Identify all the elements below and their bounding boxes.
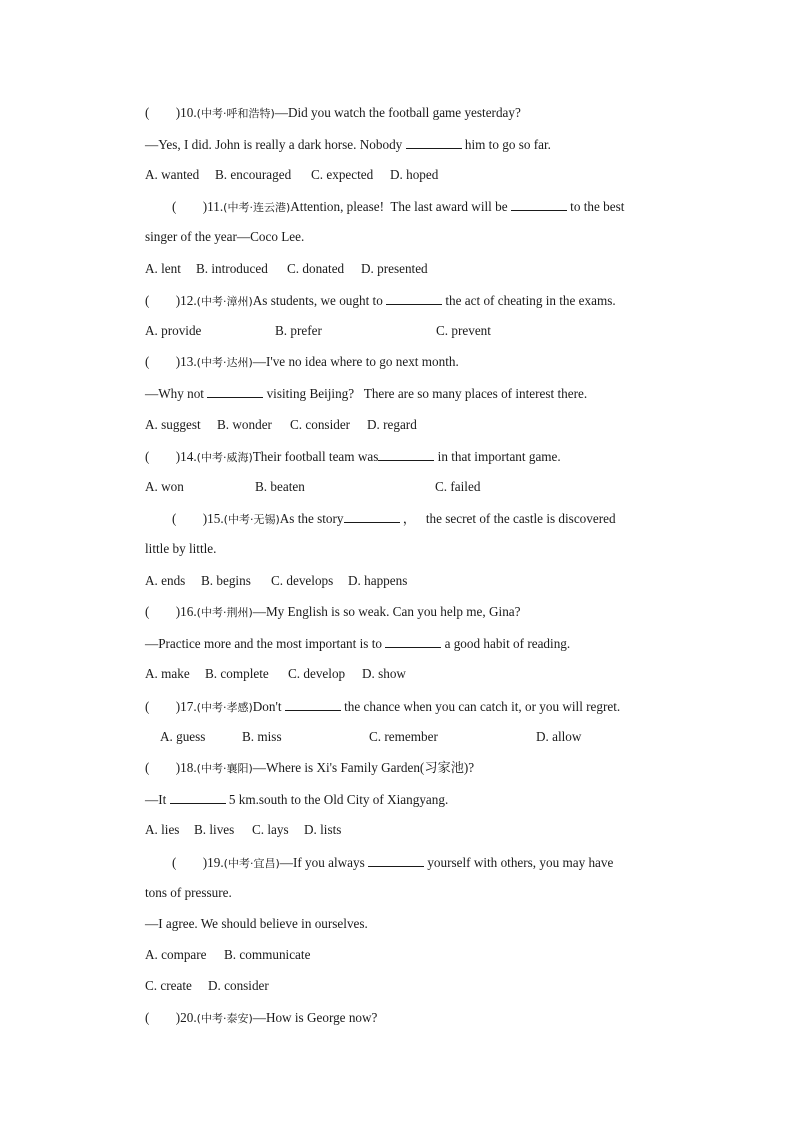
- answer-option[interactable]: C. consider: [290, 417, 351, 432]
- question-number: 15.: [207, 511, 224, 526]
- answer-option[interactable]: B. beaten: [255, 479, 305, 494]
- question-source: (中考·宜昌): [223, 857, 280, 870]
- question-text: Don't: [252, 699, 285, 714]
- question-number: 17.: [180, 699, 197, 714]
- answer-option[interactable]: B. miss: [242, 729, 282, 744]
- question-text: —It: [145, 792, 170, 807]
- question-19-line3: [145, 915, 680, 933]
- question-text: —My English is so weak. Can you help me, Gina?: [252, 604, 521, 619]
- question-10-line2: [145, 135, 680, 154]
- question-text: him to go so far.: [461, 137, 551, 152]
- answer-option[interactable]: D. happens: [348, 573, 408, 588]
- question-text: visiting Beijing? There are so many places of interest there.: [263, 386, 588, 401]
- answer-bracket: ( ): [145, 354, 181, 369]
- question-text: —Yes, I did. John is really a dark horse. Nobody: [145, 137, 406, 152]
- answer-blank: [207, 384, 263, 398]
- question-13-line2: [145, 384, 680, 403]
- question-14: [145, 447, 680, 467]
- answer-option[interactable]: A. guess: [160, 729, 206, 744]
- answer-option[interactable]: A. provide: [145, 323, 202, 338]
- question-16: [145, 603, 680, 622]
- answer-option[interactable]: B. wonder: [217, 417, 272, 432]
- answer-option[interactable]: C. create: [145, 978, 192, 993]
- answer-option[interactable]: C. lays: [252, 822, 289, 837]
- question-source: (中考·无锡): [223, 513, 280, 526]
- answer-blank: [386, 291, 442, 305]
- answer-option[interactable]: B. begins: [201, 573, 251, 588]
- question-11: [172, 197, 707, 217]
- question-number: 20.: [180, 1010, 197, 1025]
- question-source: (中考·荆州): [196, 606, 253, 619]
- answer-option[interactable]: A. lies: [145, 822, 180, 837]
- question-number: 11.: [207, 199, 224, 214]
- answer-option[interactable]: D. consider: [208, 978, 269, 993]
- question-source: (中考·襄阳): [196, 762, 253, 775]
- answer-blank: [511, 197, 567, 211]
- answer-option[interactable]: D. hoped: [390, 167, 439, 182]
- answer-bracket: ( ): [172, 199, 208, 214]
- question-11-cont: [145, 228, 680, 246]
- question-text: —Where is Xi's Family Garden(习家池)?: [252, 760, 475, 775]
- question-text: 5 km.south to the Old City of Xiangyang.: [225, 792, 449, 807]
- question-text: Attention, please! The last award will be: [290, 199, 511, 214]
- question-text: tons of pressure.: [145, 885, 232, 900]
- question-text: As students, we ought to: [252, 293, 387, 308]
- question-text: the chance when you can catch it, or you will regret.: [340, 699, 621, 714]
- question-18-line2: [145, 790, 680, 809]
- question-15: [172, 509, 707, 529]
- answer-option[interactable]: D. lists: [304, 822, 342, 837]
- answer-bracket: ( ): [145, 1010, 181, 1025]
- question-13: [145, 353, 680, 372]
- answer-bracket: ( ): [145, 699, 181, 714]
- question-source: (中考·达州): [196, 356, 253, 369]
- answer-option[interactable]: A. ends: [145, 573, 186, 588]
- answer-option[interactable]: A. won: [145, 479, 184, 494]
- question-12: [145, 291, 680, 311]
- question-19-cont: [145, 884, 680, 902]
- question-20: [145, 1009, 680, 1028]
- question-text: to the best: [566, 199, 625, 214]
- question-source: (中考·孝感): [196, 701, 253, 714]
- question-text: —Practice more and the most important is to: [145, 636, 386, 651]
- question-17: [145, 697, 680, 717]
- answer-bracket: ( ): [145, 293, 181, 308]
- answer-bracket: ( ): [145, 449, 181, 464]
- question-15-cont: [145, 540, 680, 558]
- answer-option[interactable]: B. introduced: [196, 261, 268, 276]
- answer-blank: [285, 697, 341, 711]
- answer-blank: [170, 790, 226, 804]
- question-text: singer of the year—Coco Lee.: [145, 229, 305, 244]
- question-text: —How is George now?: [252, 1010, 378, 1025]
- answer-option[interactable]: D. regard: [367, 417, 417, 432]
- question-text: —Why not: [145, 386, 208, 401]
- question-10: [145, 104, 680, 123]
- answer-blank: [368, 853, 424, 867]
- answer-option[interactable]: A. lent: [145, 261, 181, 276]
- question-text: yourself with others, you may have: [424, 855, 614, 870]
- question-text: the act of cheating in the exams.: [442, 293, 616, 308]
- question-source: (中考·漳州): [196, 295, 253, 308]
- answer-option[interactable]: C. develops: [271, 573, 334, 588]
- answer-bracket: ( ): [172, 511, 208, 526]
- answer-blank: [344, 509, 400, 523]
- question-source: (中考·呼和浩特): [196, 107, 275, 120]
- answer-option[interactable]: C. prevent: [436, 323, 491, 338]
- question-number: 14.: [180, 449, 197, 464]
- question-text: —I've no idea where to go next month.: [252, 354, 459, 369]
- answer-option[interactable]: D. show: [362, 666, 406, 681]
- answer-option[interactable]: C. remember: [369, 729, 438, 744]
- answer-option[interactable]: B. encouraged: [215, 167, 292, 182]
- question-number: 19.: [207, 855, 224, 870]
- answer-option[interactable]: A. suggest: [145, 417, 201, 432]
- question-16-line2: [145, 634, 680, 653]
- answer-option[interactable]: A. wanted: [145, 167, 200, 182]
- answer-option[interactable]: C. develop: [288, 666, 346, 681]
- question-text: —Did you watch the football game yesterday?: [274, 105, 521, 120]
- answer-bracket: ( ): [145, 604, 181, 619]
- answer-blank: [406, 135, 462, 149]
- answer-option[interactable]: D. allow: [536, 729, 582, 744]
- question-number: 10.: [180, 105, 197, 120]
- question-source: (中考·威海): [196, 451, 253, 464]
- question-source: (中考·连云港): [223, 201, 291, 214]
- question-number: 13.: [180, 354, 197, 369]
- answer-option[interactable]: B. lives: [194, 822, 235, 837]
- question-text: in that important game.: [434, 449, 561, 464]
- question-text: —If you always: [279, 855, 369, 870]
- answer-option[interactable]: C. donated: [287, 261, 345, 276]
- question-text: Their football team was: [252, 449, 379, 464]
- answer-option[interactable]: D. presented: [361, 261, 428, 276]
- question-text: a good habit of reading.: [441, 636, 571, 651]
- answer-bracket: ( ): [172, 855, 208, 870]
- question-number: 16.: [180, 604, 197, 619]
- question-text: —I agree. We should believe in ourselves.: [145, 916, 368, 931]
- question-text: ， the secret of the castle is discovered: [399, 511, 616, 526]
- answer-blank: [385, 634, 441, 648]
- answer-option[interactable]: B. communicate: [224, 947, 311, 962]
- answer-blank: [378, 447, 434, 461]
- question-number: 18.: [180, 760, 197, 775]
- answer-option[interactable]: A. make: [145, 666, 190, 681]
- question-text: As the story: [279, 511, 344, 526]
- question-19: [172, 853, 707, 873]
- answer-bracket: ( ): [145, 105, 181, 120]
- question-number: 12.: [180, 293, 197, 308]
- answer-option[interactable]: C. failed: [435, 479, 481, 494]
- question-text: little by little.: [145, 541, 217, 556]
- answer-option[interactable]: B. prefer: [275, 323, 322, 338]
- answer-bracket: ( ): [145, 760, 181, 775]
- answer-option[interactable]: A. compare: [145, 947, 207, 962]
- question-source: (中考·泰安): [196, 1012, 253, 1025]
- answer-option[interactable]: B. complete: [205, 666, 269, 681]
- answer-option[interactable]: C. expected: [311, 167, 374, 182]
- question-18: [145, 759, 680, 778]
